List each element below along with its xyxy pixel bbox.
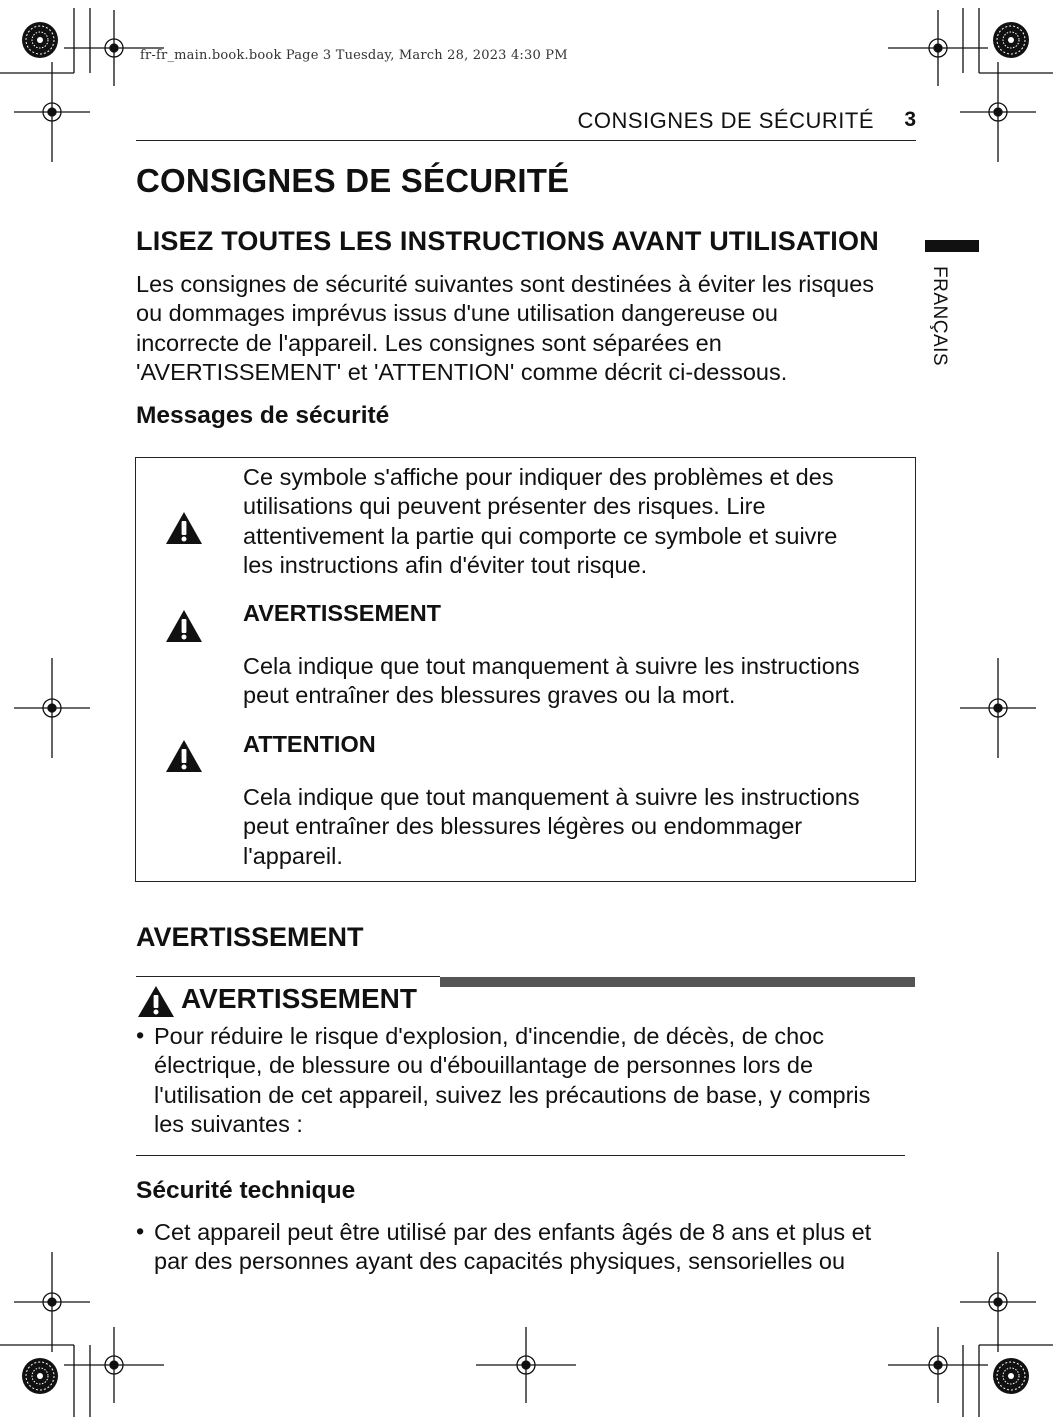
- item-line: par des personnes ayant des capacités physiques, sensorielles ou: [154, 1248, 846, 1275]
- symbol-line: utilisations qui peuvent présenter des risques. Lire: [243, 493, 766, 520]
- language-tab-marker: [925, 240, 979, 252]
- technical-safety-heading: Sécurité technique: [136, 1177, 356, 1204]
- language-tab-label: FRANÇAIS: [929, 266, 950, 367]
- read-all-paragraph: [136, 270, 921, 387]
- caution-description: [243, 783, 908, 871]
- bullet-marker: •: [136, 1218, 145, 1244]
- warning-box-title: AVERTISSEMENT: [181, 983, 417, 1014]
- page-title: CONSIGNES DE SÉCURITÉ: [136, 162, 570, 199]
- running-header: [136, 106, 916, 141]
- warning-item: [154, 1022, 919, 1139]
- paragraph-line: Les consignes de sécurité suivantes sont destinées à éviter les risques: [136, 271, 875, 297]
- caution-triangle-icon: [165, 739, 203, 773]
- page-number: 3: [904, 108, 916, 131]
- warning-section-heading: AVERTISSEMENT: [136, 922, 364, 952]
- item-line: Pour réduire le risque d'explosion, d'incendie, de décès, de choc: [154, 1023, 825, 1049]
- symbol-line: Ce symbole s'affiche pour indiquer des problèmes et des: [243, 464, 834, 490]
- paragraph-line: 'AVERTISSEMENT' et 'ATTENTION' comme décrit ci-dessous.: [136, 358, 788, 385]
- print-info: fr-fr_main.book.book Page 3 Tuesday, March 28, 2023 4:30 PM: [140, 48, 568, 63]
- item-line: Cet appareil peut être utilisé par des enfants âgés de 8 ans et plus et: [154, 1219, 872, 1245]
- running-header-title: CONSIGNES DE SÉCURITÉ: [577, 108, 874, 133]
- item-line: l'utilisation de cet appareil, suivez les précautions de base, y compris: [154, 1081, 871, 1108]
- symbol-line: attentivement la partie qui comporte ce symbole et suivre: [243, 522, 838, 549]
- paragraph-line: incorrecte de l'appareil. Les consignes sont séparées en: [136, 329, 722, 356]
- warning-line: Cela indique que tout manquement à suivre les instructions: [243, 653, 860, 679]
- paragraph-line: ou dommages imprévus issus d'une utilisation dangereuse ou: [136, 300, 778, 327]
- technical-safety-item: [154, 1218, 919, 1277]
- item-line: les suivantes :: [154, 1110, 303, 1137]
- warning-box-bar: [440, 977, 915, 987]
- warning-line: peut entraîner des blessures graves ou la mort.: [243, 682, 736, 709]
- warning-label: AVERTISSEMENT: [243, 600, 442, 626]
- safety-messages-heading: Messages de sécurité: [136, 402, 390, 429]
- warning-triangle-icon: [137, 985, 175, 1018]
- symbol-description: [243, 463, 908, 580]
- item-line: électrique, de blessure ou d'ébouillantage de personnes lors de: [154, 1052, 814, 1079]
- warning-triangle-icon: [165, 609, 203, 643]
- caution-label: ATTENTION: [243, 731, 376, 757]
- caution-line: peut entraîner des blessures légères ou endommager: [243, 813, 803, 840]
- warning-box-end-rule: [136, 1155, 905, 1156]
- warning-box-rule: [136, 976, 440, 977]
- symbol-line: les instructions afin d'éviter tout risque.: [243, 551, 648, 578]
- read-all-heading: LISEZ TOUTES LES INSTRUCTIONS AVANT UTILISATION: [136, 226, 879, 256]
- warning-description: [243, 652, 908, 711]
- safety-messages-box: [135, 457, 916, 882]
- caution-line: l'appareil.: [243, 842, 343, 869]
- caution-line: Cela indique que tout manquement à suivre les instructions: [243, 784, 860, 810]
- bullet-marker: •: [136, 1022, 145, 1048]
- warning-triangle-icon: [165, 511, 203, 545]
